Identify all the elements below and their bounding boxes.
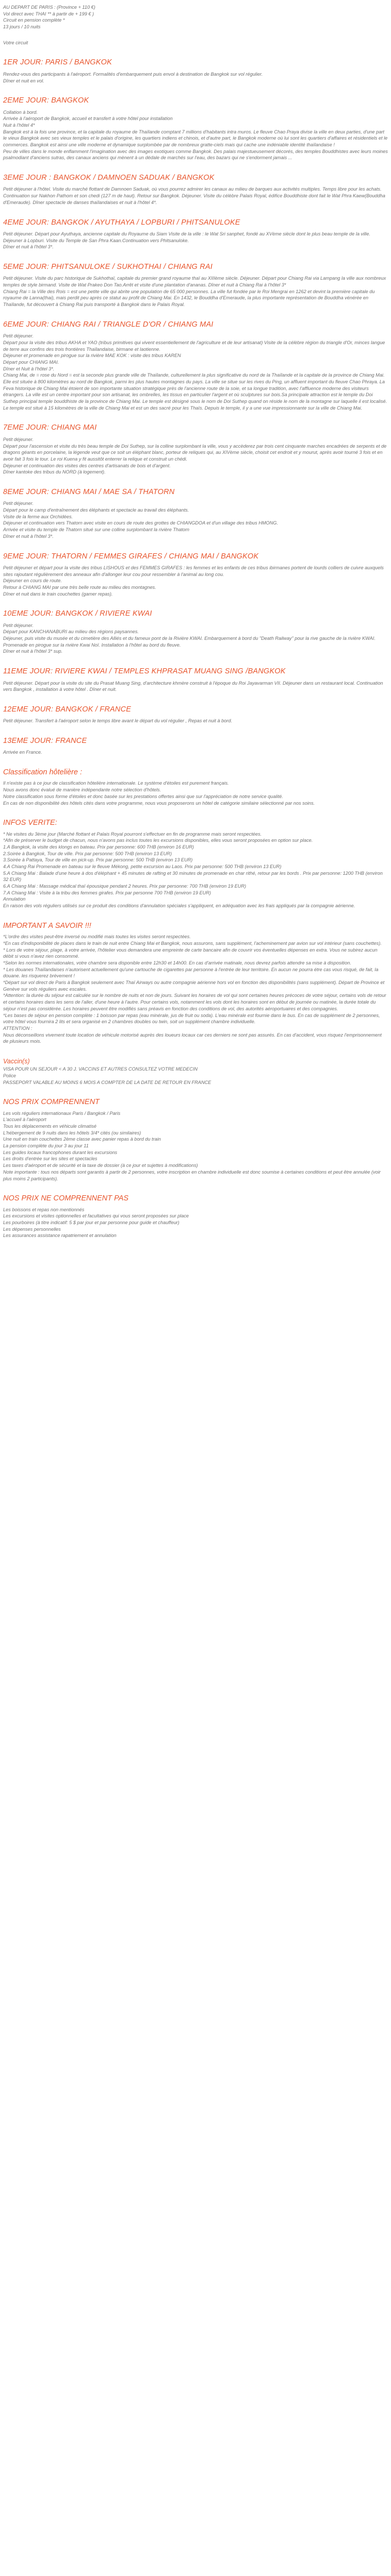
day-title: 8EME JOUR: CHIANG MAI / MAE SA / THATORN [3, 487, 175, 496]
classification-paragraph: Nous avons donc évalué de manière indépendante notre sélection d'hôtels. [3, 787, 161, 793]
day-title: 11EME JOUR: RIVIERE KWAI / TEMPLES KHPRASAT MUANG SING /BANGKOK [3, 667, 286, 676]
vaccins-label: Vaccin(s) [3, 1057, 30, 1065]
day-paragraph: Déjeuner, puis visite du musée et du cimetière des Alliés et du fameux pont de la Rivière KWAI. Embarquement à bord du "Death Railway" pour la rive gauche de la rivière KWAI. Promenade en pirogue sur la rivière Kwai Noï. Installation à l'hôtel au bord du fleuve. [3, 636, 376, 648]
important-paragraph: *Selon les normes internationales, votre chambre sera disponible entre 12h30 et 14h00. En cas d'arrivée matinale, nous devrez parfois attendre sa mise à disposition. [3, 960, 351, 965]
classification-paragraph: Il n'existe pas à ce jour de classification hôtelière internationale. Le système d'étoiles est purement français. [3, 781, 229, 786]
day-title: 13EME JOUR: FRANCE [3, 737, 87, 745]
day-paragraph: Déjeuner et promenade en pirogue sur la rivière MAE KOK : visite des tribus KAREN [3, 353, 181, 359]
important-paragraph: ATTENTION : [3, 1025, 32, 1031]
intro-note: Votre circuit [3, 40, 28, 45]
excluded-title: NOS PRIX NE COMPRENNENT PAS [3, 1194, 129, 1203]
day-paragraph: Petit déjeuner. Départ pour Ayuthaya, ancienne capitale du Royaume du Siam Visite de la ville : le Wat Sri sanphet, fondé au XVème siècle dont le plus beau temple de la ville. [3, 231, 370, 236]
included-item: Les guides locaux francophones durant les excursions [3, 1149, 118, 1155]
day-block [3, 320, 388, 412]
day-block [3, 705, 388, 724]
infos-paragraph: 3.Soirée à Pattaya, Tour de ville en pick-up. Prix par personne: 500 THB (environ 13 EUR) [3, 857, 193, 863]
excluded-item: Les pourboires (à titre indicatif: 5 $ par jour et par personne pour guide et chauffeur) [3, 1219, 180, 1225]
day-title: 1ER JOUR: PARIS / BANGKOK [3, 58, 112, 67]
day-block [3, 174, 388, 206]
day-title: 2EME JOUR: BANGKOK [3, 96, 89, 105]
day-paragraph: Petit déjeuner. Transfert à l'aéroport selon le temps libre avant le départ du vol régulier , Repas et nuit à bord. [3, 718, 233, 724]
important-paragraph: *En cas d'indisponibilité de places dans le train de nuit entre Chiang Mai et Bangkok, nous assurons, sans supplément, l'acheminement par avion sur vol intérieur (sans couchettes). [3, 940, 382, 946]
day-title: 12EME JOUR: BANGKOK / FRANCE [3, 705, 132, 714]
included-item: Note importante : tous nos départs sont garantis à partir de 2 personnes, votre inscription en chambre individuelle est donc soumise à certaines conditions et peut être annulée (voir plus moins 2 participants). [3, 1169, 381, 1181]
day-paragraph: Dîner et Nuit à l'hôtel 3*. [3, 366, 55, 371]
intro-line: 13 jours / 10 nuits [3, 24, 41, 30]
classification-paragraph: En cas de non disponibilité des hôtels cités dans votre programme, nous vous proposerons un hôtel de catégorie similaire sélectionné par nos soins. [3, 800, 315, 806]
visa-text [3, 1066, 388, 1086]
included-item: Une nuit en train couchettes 2ème classe avec panier repas à bord du train [3, 1137, 161, 1142]
day-paragraph: Dîner et nuit dans le train couchettes (gamer repas). [3, 591, 113, 597]
day-title: 7EME JOUR: CHIANG MAI [3, 423, 97, 432]
intro-line: AU DEPART DE PARIS : (Province + 110 €) [3, 5, 95, 10]
day-block [3, 552, 388, 598]
day-title: 6EME JOUR: CHIANG RAI / TRIANGLE D'OR / CHIANG MAI [3, 320, 214, 329]
day-paragraph: Arrivée et visite du temple de Thatorn situé sur une colline surplombant la rivière Thatorn [3, 527, 190, 533]
day-paragraph: Dîner et nuit à l'hôtel 3*. [3, 244, 54, 250]
day-block [3, 96, 388, 161]
included-item: Les vols réguliers internationaux Paris / Bangkok / Paris [3, 1110, 121, 1116]
infos-section [3, 819, 388, 909]
excluded-item: Les boissons et repas non mentionnés [3, 1207, 85, 1212]
visa-paragraph: Police [3, 1073, 17, 1078]
infos-paragraph: 1.A Bangkok, la visite des klongs en bateau. Prix par personne: 600 THB (environ 16 EUR) [3, 844, 194, 850]
infos-paragraph: * Ne visites du 3ème jour (Marché flottant et Palais Royal pourront s'effectuer en fin de programme mais seront respectées. [3, 831, 262, 837]
day-paragraph: Déjeuner en cours de route. [3, 578, 62, 584]
day-block [3, 737, 388, 756]
day-paragraph: Déjeuner et continuation vers Thatorn avec visite en cours de route des grottes de CHIANGDOA et d'un village des tribus HMONG. [3, 520, 279, 526]
included-item: La pension complète du jour 3 au jour 11 [3, 1143, 89, 1149]
included-item: L'accueil à l'aéroport [3, 1117, 46, 1123]
included-item: L'hébergement de 9 nuits dans les hôtels 3/4* cités (ou similaires) [3, 1130, 141, 1136]
day-paragraph: Retour à CHIANG MAI par une très belle route au milieu des montagnes. [3, 584, 156, 590]
infos-paragraph: 4.A Chiang Rai Promenade en bateau sur le fleuve Mékong, petite excursion au Laos. Prix par personne: 500 THB (environ 13 EUR) [3, 864, 282, 870]
day-paragraph: Rendez-vous des participants à l'aéroport. Formalités d'embarquement puis envol à destination de Bangkok sur vol régulier. [3, 71, 263, 77]
day-paragraph: Petit déjeuner. Visite du parc historique de Sukhothaï, capitale du premier grand royaume thaï au XIIIème siècle. Déjeuner. Départ pour Chiang Rai via Lampang la ville aux nombreux temples de style birmand. Visite de Wat Prakeo Don Tao.Arrêt et visite d'une plantation d'ananas. Dîner et nuit à Chiang Rai à l'hôtel 3* [3, 276, 386, 288]
day-paragraph: Dîner et nuit à l'hôtel 3* sup. [3, 649, 63, 654]
day-paragraph: Départ pour CHIANG MAI. [3, 359, 59, 365]
infos-paragraph: *Afin de préserver le budget de chacun, nous n'avons pas inclus toutes les excursions disponibles, elles vous seront proposées en option sur place. [3, 838, 313, 843]
itinerary [3, 58, 388, 756]
classification-section [3, 768, 388, 806]
excluded-item: Les dépenses personnelles [3, 1226, 61, 1232]
day-paragraph: Départ pour le camp d'entraînement des éléphants et spectacle au travail des éléphants. [3, 507, 189, 513]
intro [3, 4, 388, 46]
day-paragraph: Bangkok est à la fois une province, et la capitale du royaume de Thaïlande comptant 7 millions d'habitants intra muros. Le fleuve Chao Praya divise la ville en deux parties, d'une part le vieux Bangkok avec ses vieux temples et le palais d'origine, les quartiers indiens et chinois, et d'autre part, le Bangkok moderne où lui sont les quartiers d'affaires et résidentiels et le commerces. Bangkok est ainsi une ville moderne et dynamique surplombée par de nombreux gratte-ciels mais qui cache une indéniable identité thaïlandaise ! [3, 129, 388, 148]
intro-line: Circuit en pension complète * [3, 18, 65, 23]
included-item: Les droits d'entrée sur les sites et spectacles [3, 1156, 97, 1162]
day-paragraph: Petit déjeuner. [3, 333, 34, 339]
infos-title: INFOS VERITE: [3, 819, 57, 827]
excluded-list [3, 1207, 388, 1239]
important-paragraph: *Attention: la durée du séjour est calculée sur le nombre de nuits et non de jours. Suivant les horaires de vol qui sont certaines heures précoces de votre séjour, certains vols de retour et certains horaires dans les sens de l'aller, d'une heure à l'autre. Pour certains vols, notamment les vols dont les horaires sont en début de journée ou matinée, la durée totale du séjour n'est pas considérée. Les horaires peuvent être modifiés sans préavis en fonction des conditions de vol, des autorités aéroportuaires et des compagnies. [3, 993, 386, 1011]
day-paragraph: Dîner et nuit à l'hôtel 3*. [3, 533, 54, 539]
day-paragraph: Dîner et nuit en vol. [3, 78, 44, 83]
infos-paragraph: 6.A Chiang Mai : Massage médical thaï épousique pendant 2 heures. Prix par personne: 700 THB (environ 19 EUR) [3, 884, 247, 889]
excluded-item: Les excursions et visites optionnelles et facultatives qui vous seront proposées sur place [3, 1213, 189, 1219]
included-section [3, 1098, 388, 1182]
day-block [3, 58, 388, 84]
included-list [3, 1110, 388, 1182]
day-paragraph: Petit déjeuner. [3, 501, 34, 506]
day-paragraph: Dîner kantoke des tribus du NORD (à logement). [3, 469, 106, 475]
important-paragraph: Nous déconseillons vivement toute location de véhicule motorisé auprès des loueurs locaux car ces derniers ne sont pas assurés. En cas d'accident, vous risquez l'emprisonnement de plusieurs mois. [3, 1032, 382, 1044]
day-paragraph: Petit déjeuner et départ pour la visite des tribus LISHOUS et des FEMMES GIRAFES : les femmes et les enfants de ces tribus ibirmanes portent de lourds colliers de cuivre auxquels sites rajoutant régulièrement des anneaux afin d'allonger leur cou pour ressembler à l'animal au long cou. [3, 565, 384, 577]
intro-line: Vol direct avec THAI ** à partir de + 199 € ) [3, 11, 94, 16]
day-block [3, 488, 388, 540]
important-text [3, 934, 388, 1045]
day-paragraph: Chiang Mai, de = rose du Nord = est la seconde plus grande ville de Thaïlande, culturellement la plus significative du nord de la Thaïlande et la capitale de la province de Chiang Mai. Elle est située à 800 kilomètres au nord de Bangkok, parmi les plus hautes montagnes du pays. La ville se situe sur les rives du Ping, un affluent important du fleuve Chao Phraya. La Feva historique de Chiang Mai étoient de son importante situation stratégique près de l'ancienne route de la soie, et sa longue tradition, avec l'affluence moderne des visiteurs étrangers. La ville est un centre important pour son artisanat, les ombrelles, les tissus en particulier l'argent et où sculptures sur bois.Sa principale attraction est le temple du Doi Suthep principal temple bouddhiste de la province de Chiang Mai. Le temple est désigné sous le nom de Doi Suthep quand on réside le nom de la montagne sur laquelle il est localisé. Le temple est situé à 15 kilomètres de la ville de Chiang Mai et est un des sacré pour les Thaïs. Depuis le temple, il y a une vue impressionnante sur la ville de Chiang Mai. [3, 372, 387, 411]
day-title: 10EME JOUR: BANGKOK / RIVIERE KWAI [3, 609, 152, 618]
excluded-item: Les assurances assistance rapatriement et annulation [3, 1233, 117, 1239]
day-paragraph: Départ pour KANCHANABURI au milieu des régions paysannes. [3, 629, 139, 635]
visa-paragraph: PASSEPORT VALABLE AU MOINS 6 MOIS A COMPTER DE LA DATE DE RETOUR EN FRANCE [3, 1079, 211, 1085]
visa-paragraph: VISA POUR UN SEJOUR < A 30 J. VACCINS ET AUTRES CONSULTEZ VOTRE MEDECIN [3, 1066, 198, 1072]
important-paragraph: * Les douanes Thaïlandaises n'autorisent actuellement qu'une cartouche de cigarettes par personne à l'entrée de leur territoire. En aucun ne pourra étre cas vous risqué, de fait, la douane. les risquerez brèvement ! [3, 967, 379, 979]
day-block [3, 218, 388, 250]
day-paragraph: Chiang Rai = la Ville des Rois = est une petite ville qui abrite une population de 65 000 personnes. La ville fut fondée par le Roi Mengrai en 1262 et devint la première capitale du royaume de Lanna(thai), mais perdit peu après ce statut au profit de Chiang Mai. En 1432, le Bouddha d'Emeraude, la plus importante représentation de Bouddha vénérée en Thaïlande, fut découvert à Chiang Rai puis transporté à Bangkok dans le Palais Royal. [3, 289, 375, 308]
important-paragraph: *L'ordre des visites peut-être inversé ou modifié mais toutes les visites seront respectées. [3, 934, 191, 940]
day-block [3, 667, 388, 693]
day-paragraph: Visite de la ferme aux Orchidées. [3, 514, 73, 519]
day-title: 4EME JOUR: BANGKOK / AYUTHAYA / LOPBURI / PHITSANULOKE [3, 218, 240, 227]
day-block [3, 423, 388, 476]
important-paragraph: *Départ sur vol direct de Paris à Bangkok seulement avec Thaï Airways ou autre compagnie aérienne hors vol en fonction des disponibilités (sans supplément). Départ de Province et Genève sur vols réguliers avec escales. [3, 980, 385, 992]
day-title: 9EME JOUR: THATORN / FEMMES GIRAFES / CHIANG MAI / BANGKOK [3, 552, 259, 561]
day-block [3, 609, 388, 655]
infos-paragraph: Annulation [3, 896, 26, 902]
infos-text [3, 831, 388, 909]
day-paragraph: Petit déjeuner. [3, 622, 34, 628]
included-item: Tous les déplacements en véhicule climatisé [3, 1124, 96, 1129]
day-paragraph: Arrivée en France. [3, 750, 42, 755]
included-title: NOS PRIX COMPRENNENT [3, 1098, 100, 1107]
day-paragraph: Départ pour la visite des tribus AKHA et YAO (tribus primitives qui vivent essentiellement de l'agriculture et de leur artisanat) Visite de la célèbre région du triangle d'Or, minces langue de terre aux confins des trois frontières Thaïlandaise, birmane et laotienne. [3, 340, 385, 352]
included-item: Les taxes d'aéroport et de sécurité et la taxe de dossier (à ce jour et sujettes à modifications) [3, 1163, 198, 1168]
infos-paragraph: 5.A Chiang Mai : Balade d'une heure à dos d'éléphant + 45 minutes de rafting et 30 minutes de promenade en char rithé, retour par les bords . Prix par personne: 1200 THB (environ 32 EUR) [3, 870, 383, 883]
visa-section [3, 1057, 388, 1086]
infos-paragraph: 7.A Chiang Mai : Visite à la tribu des femmes girafes. Prix par personne 700 THB (environ 19 EUR) [3, 890, 211, 895]
classification-title: Classification hôtelière : [3, 768, 83, 777]
classification-text [3, 780, 388, 806]
day-paragraph: Petit déjeuner à l'hôtel. Visite du marché flottant de Damnoen Saduak, où vous pourrez admirer les canaux au milieu de barques aux activités multiples. Temps libre pour les achats. Continuation sur Nakhon Pathom et son chedi (127 m de haut). Retour sur Bangkok. Déjeuner. Visite du célèbre Palais Royal, édifice Bouddhiste dont fait le Wat Phra Kaew(Bouddha d'Emeraude). Dîner spectacle de danses thaïlandaises et nuit à l'hôtel 4*. [3, 187, 385, 205]
important-paragraph: * Lors de votre séjour, plage, à votre arrivée, l'hôtelier vous demandera une empreinte de carte bancaire afin de couvrir vos éventuelles dépenses en extra. Vous ne subirez aucun débit si vous n'avez rien consommé. [3, 947, 378, 959]
important-section [3, 922, 388, 1045]
day-paragraph: Petit déjeuner. [3, 436, 34, 442]
important-paragraph: *Les bases de séjour en pension complète : 1 boisson par repas (eau minérale, jus de fruit ou soda). L'eau minérale est fournie dans le bus. En cas de supplément de 2 personnes, votre hôtel vous fournira 2 lits et sera organisé en 2 chambres doubles ou twin, soit un supplément chambre individuelle. [3, 1012, 380, 1025]
important-title: IMPORTANT A SAVOIR !!! [3, 921, 91, 930]
day-block [3, 263, 388, 308]
excluded-section [3, 1194, 388, 1239]
classification-paragraph: Notre classification sous forme d'étoiles et donc basée sur les prestations offertes ainsi que sur l'appréciation de notre service qualité. [3, 793, 283, 799]
day-paragraph: Départ pour l'ascension et visite du très beau temple de Doi Suthep, sur la colline surplombant la ville, vous y accèderez par trois cent cinquante marches encadrées de serpents et de dragons géants en porcelaine, la légende veut que ce soit un éléphant blanc, porteur de reliques qui, au XIVème siècle, choisit cet endroit et y mourut, après avoir tourné 3 fois et en avoir fait 3 fois le tour. Le roi Kuena y fit aussitôt enterrer la relique et construit un chédi. [3, 443, 387, 462]
day-paragraph: Collation à bord. [3, 109, 38, 115]
day-title: 5EME JOUR: PHITSANULOKE / SUKHOTHAI / CHIANG RAI [3, 263, 213, 271]
infos-paragraph: 2.Soirée à Bangkok, Tour de ville. Prix par personne: 500 THB (environ 13 EUR) [3, 851, 172, 856]
page [0, 0, 391, 1244]
day-paragraph: Déjeuner à Lopburi. Visite du Temple de San Phra Kaan.Continuation vers Phitsanuloke. [3, 238, 189, 243]
day-paragraph: Nuit à l'hôtel 4* [3, 122, 35, 128]
day-title: 3EME JOUR : BANGKOK / DAMNOEN SADUAK / BANGKOK [3, 174, 215, 182]
day-paragraph: Déjeuner et continuation des visites des centres d'artisanats de bois et d'argent. [3, 463, 171, 468]
day-paragraph: Peu de villes dans le monde enflamment l'imagination avec des images exotiques comme Bangkok. Des palais majestueusement décorés, des temples Bouddhistes avec leurs moines psalmodiant d'anciens sutras, des canaux anciens qui mènent à un dédale de marchés sur l'eau, des bazars qui ne s'endorment jamais ... [3, 148, 388, 161]
infos-paragraph: En raison des vols réguliers utilisés sur ce produit des conditions d'annulation spéciales s'appliquent, en adéquation avec les frais appliqués par la compagnie aérienne. [3, 903, 355, 909]
day-paragraph: Petit déjeuner. Départ pour la visite du site du Prasat Muang Sing, d'architecture khmère construit à l'époque du Roi Jayavarman VII. Déjeuner dans un restaurant local. Continuation vers Bangkok , installation à votre hôtel . Dîner et nuit. [3, 680, 383, 692]
day-paragraph: Arrivée à l'aéroport de Bangkok, accueil et transfert à votre hôtel pour installation [3, 116, 173, 122]
